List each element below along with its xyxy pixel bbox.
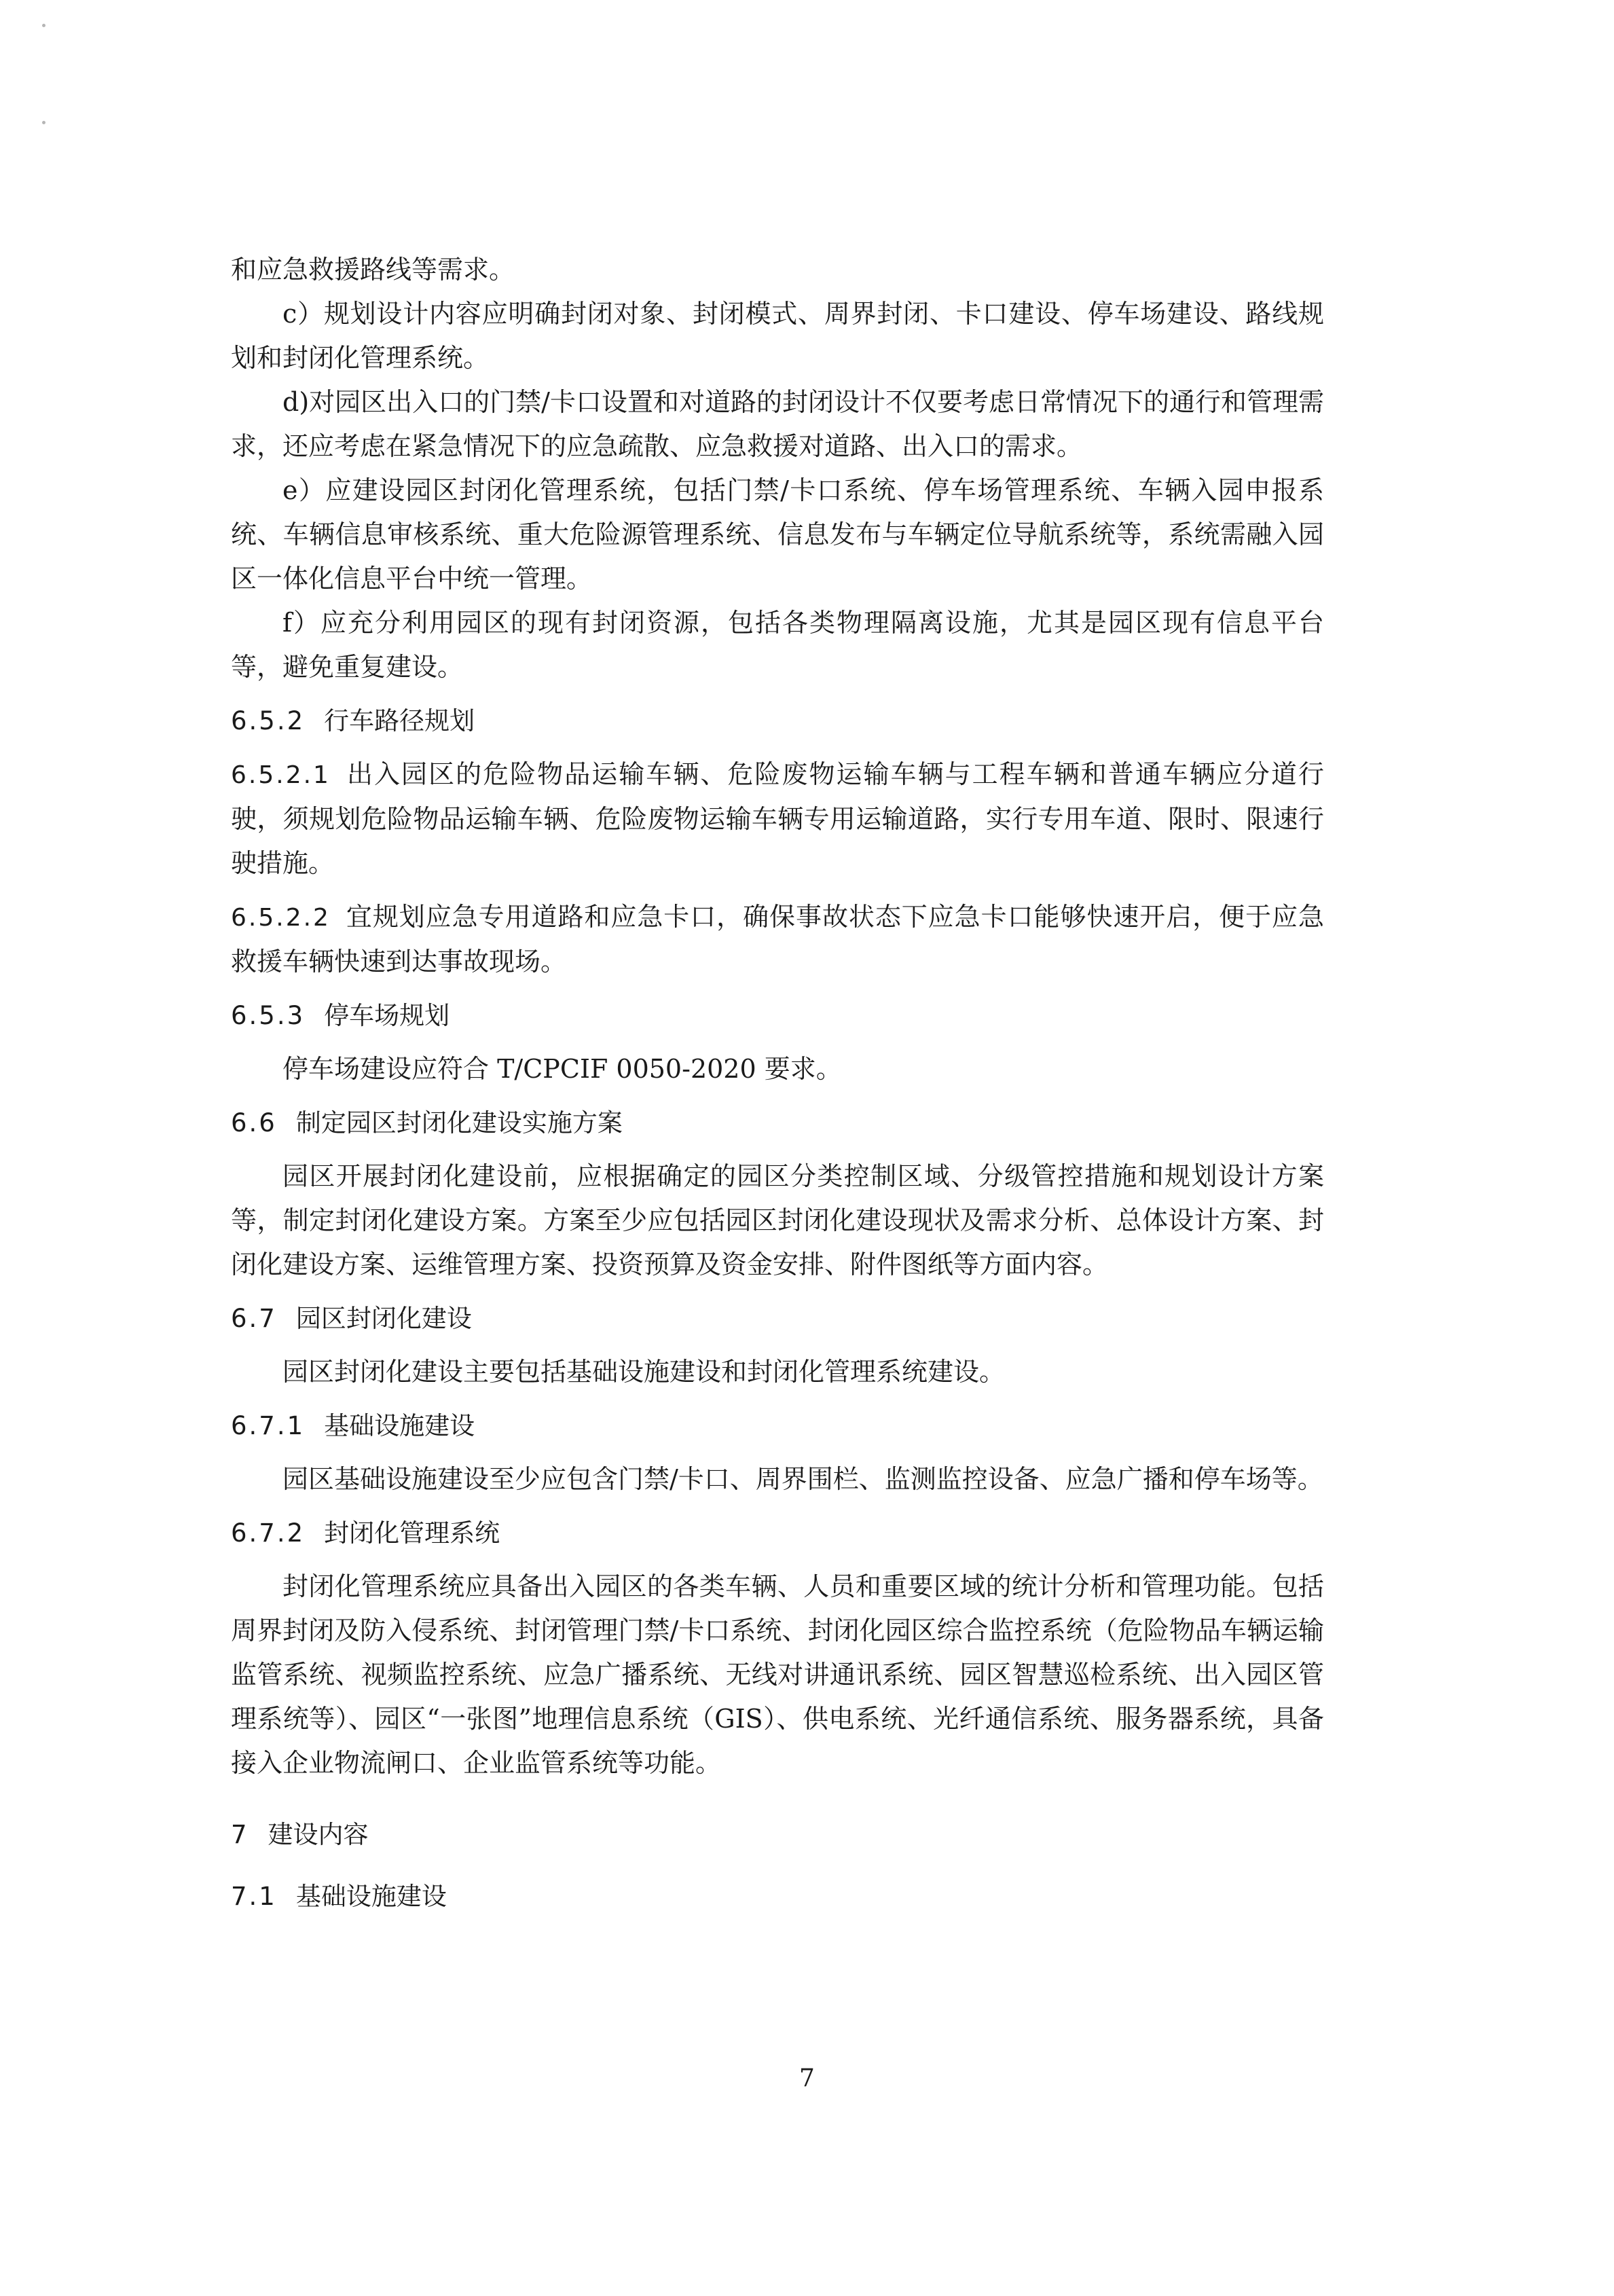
section-6-5-3-text: 停车场建设应符合 T/CPCIF 0050-2020 要求。 (282, 1054, 842, 1084)
list-item-f: f）应充分利用园区的现有封闭资源，包括各类物理隔离设施，尤其是园区现有信息平台等，避免重复建设。 (231, 608, 1324, 682)
clause-6-5-2-2: 6.5.2.2 宜规划应急专用道路和应急卡口，确保事故状态下应急卡口能够快速开启，便于应急救援车辆快速到达事故现场。 (231, 902, 1324, 977)
section-7-1-heading: 7.1 基础设施建设 (231, 1882, 447, 1911)
page-number: 7 (799, 2064, 815, 2092)
section-6-5-2-heading: 6.5.2 行车路径规划 (231, 706, 475, 735)
section-6-6-text: 园区开展封闭化建设前，应根据确定的园区分类控制区域、分级管控措施和规划设计方案等，制定封闭化建设方案。方案至少应包括园区封闭化建设现状及需求分析、总体设计方案、封闭化建设方案、运维管理方案、投资预算及资金安排、附件图纸等方面内容。 (231, 1161, 1324, 1279)
list-item-d: d)对园区出入口的门禁/卡口设置和对道路的封闭设计不仅要考虑日常情况下的通行和管理需求，还应考虑在紧急情况下的应急疏散、应急救援对道路、出入口的需求。 (231, 387, 1324, 461)
section-6-7-1-text: 园区基础设施建设至少应包含门禁/卡口、周界围栏、监测监控设备、应急广播和停车场等。 (282, 1464, 1323, 1494)
scan-speck (42, 24, 45, 27)
document-body (231, 248, 1324, 1918)
section-6-7-2-heading: 6.7.2 封闭化管理系统 (231, 1518, 500, 1548)
section-6-5-3-heading: 6.5.3 停车场规划 (231, 1001, 450, 1030)
section-6-7-1-heading: 6.7.1 基础设施建设 (231, 1411, 475, 1440)
list-item-e: e）应建设园区封闭化管理系统，包括门禁/卡口系统、停车场管理系统、车辆入园申报系统、车辆信息审核系统、重大危险源管理系统、信息发布与车辆定位导航系统等，系统需融入园区一体化信息平台中统一管理。 (231, 475, 1324, 594)
section-6-7-2-text: 封闭化管理系统应具备出入园区的各类车辆、人员和重要区域的统计分析和管理功能。包括周界封闭及防入侵系统、封闭管理门禁/卡口系统、封闭化园区综合监控系统（危险物品车辆运输监管系统、视频监控系统、应急广播系统、无线对讲通讯系统、园区智慧巡检系统、出入园区管理系统等）、园区“一张图”地理信息系统（GIS）、供电系统、光纤通信系统、服务器系统，具备接入企业物流闸口、企业监管系统等功能。 (231, 1571, 1324, 1778)
list-item-c: c）规划设计内容应明确封闭对象、封闭模式、周界封闭、卡口建设、停车场建设、路线规划和封闭化管理系统。 (231, 299, 1324, 373)
clause-6-5-2-1: 6.5.2.1 出入园区的危险物品运输车辆、危险废物运输车辆与工程车辆和普通车辆应分道行驶，须规划危险物品运输车辆、危险废物运输车辆专用运输道路，实行专用车道、限时、限速行驶措施。 (231, 759, 1324, 878)
section-6-7-text: 园区封闭化建设主要包括基础设施建设和封闭化管理系统建设。 (282, 1357, 1006, 1387)
chapter-7-heading: 7 建设内容 (231, 1820, 369, 1849)
section-6-7-heading: 6.7 园区封闭化建设 (231, 1304, 472, 1333)
section-6-6-heading: 6.6 制定园区封闭化建设实施方案 (231, 1108, 623, 1137)
continuation-text: 和应急救援路线等需求。 (231, 255, 515, 285)
scan-speck (42, 121, 45, 124)
